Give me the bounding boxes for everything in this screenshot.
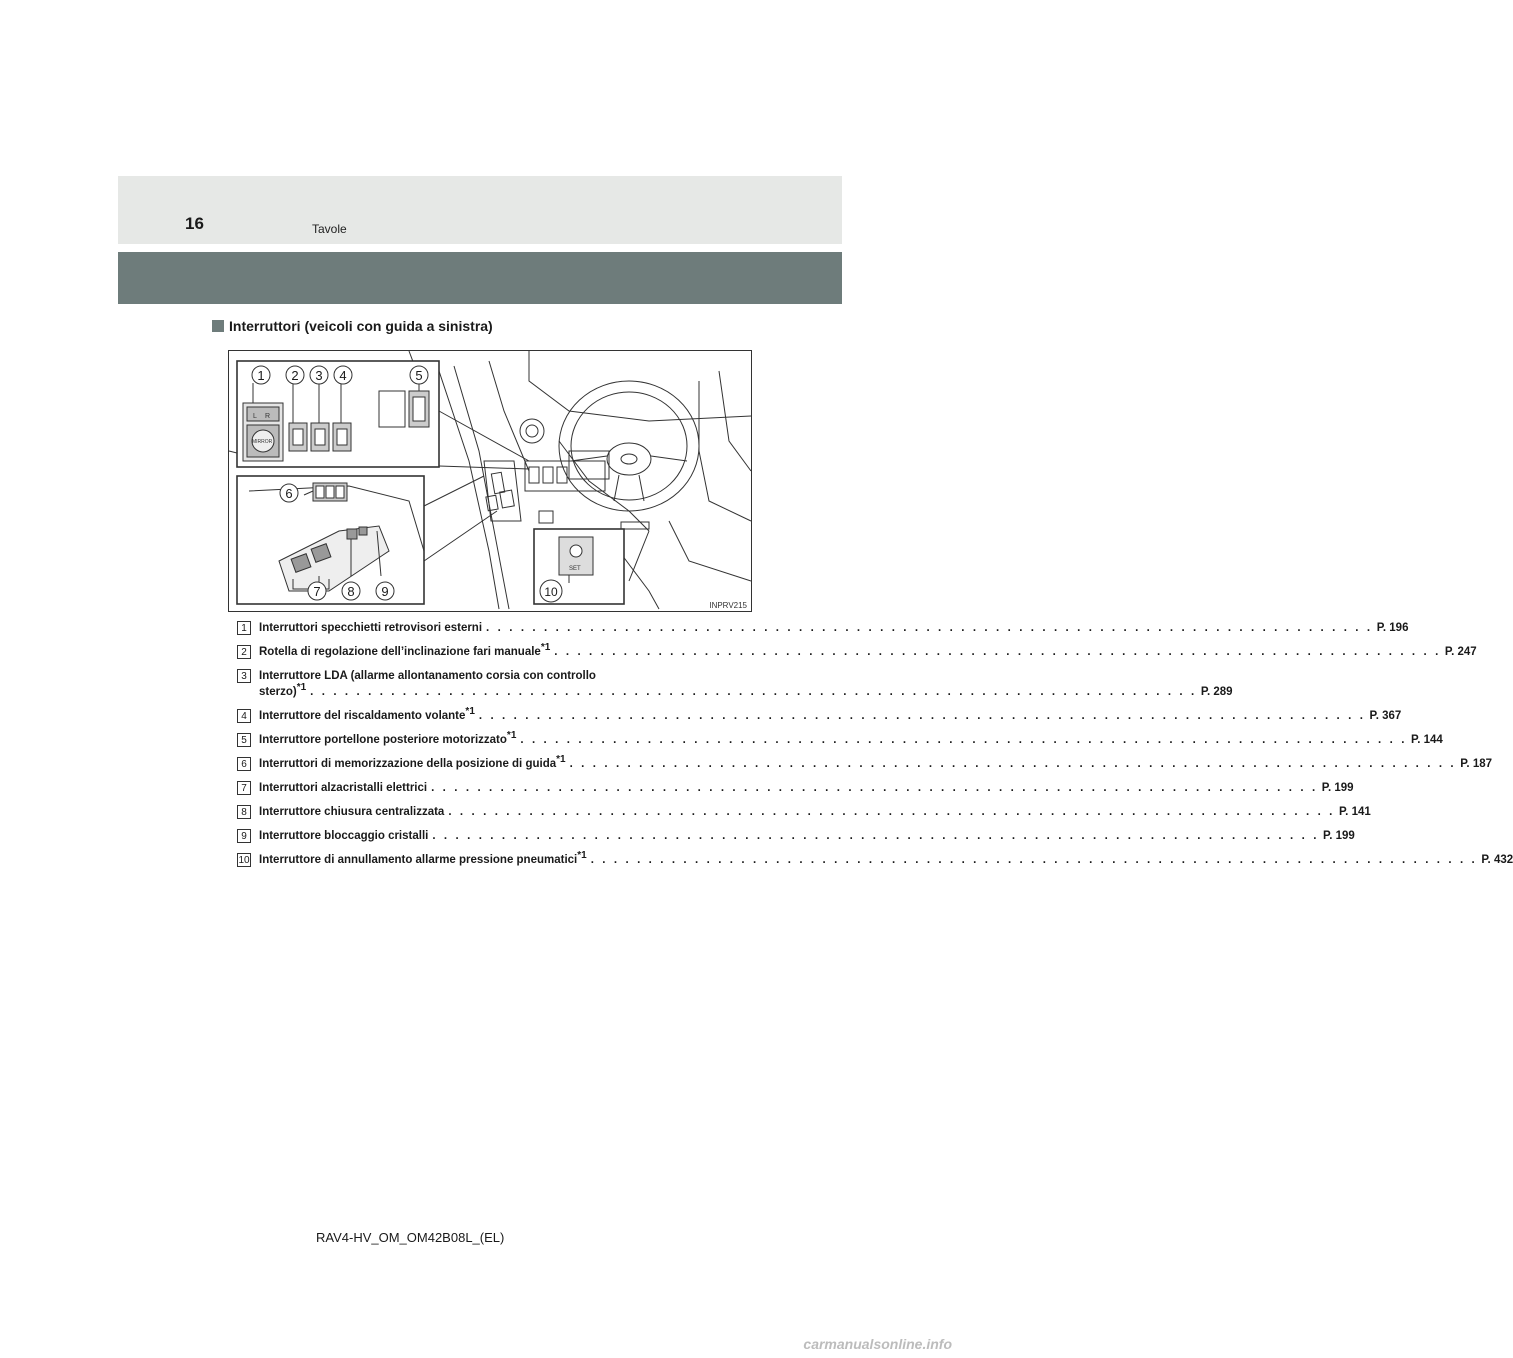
list-item — [237, 780, 1354, 796]
leader-dots — [431, 780, 1318, 796]
figure-code: INPRV215 — [709, 601, 747, 610]
list-item — [237, 642, 1477, 660]
leader-dots — [570, 756, 1457, 772]
item-label-text: Interruttore di annullamento allarme pressione pneumatici — [259, 854, 578, 866]
item-label — [259, 708, 475, 724]
watermark: carmanualsonline.info — [803, 1336, 952, 1352]
switches-illustration — [228, 350, 752, 612]
item-label-continued — [259, 684, 306, 700]
leader-dots — [432, 828, 1319, 844]
callout-6-text: 6 — [285, 486, 293, 501]
header-dark-band — [118, 252, 842, 304]
item-label — [259, 732, 516, 748]
page-reference[interactable]: P. 199 — [1321, 782, 1354, 794]
callout-4 — [334, 366, 352, 384]
item-label — [259, 852, 587, 868]
footnote-marker: *1 — [540, 642, 551, 654]
callout-10 — [540, 580, 562, 602]
header-band — [118, 176, 842, 244]
callout-9-text: 9 — [381, 584, 389, 599]
page-reference[interactable]: P. 247 — [1444, 646, 1477, 658]
item-number: 10 — [238, 855, 250, 866]
item-label: Interruttore bloccaggio cristalli — [259, 830, 429, 842]
item-number: 9 — [237, 829, 251, 843]
set-label: SET — [569, 566, 581, 572]
footnote-marker: *1 — [556, 754, 566, 766]
callout-3 — [310, 366, 328, 384]
item-number: 2 — [237, 645, 251, 659]
mirror-label: MIRROR — [252, 439, 273, 445]
page-number: 16 — [185, 214, 204, 233]
callout-3-text: 3 — [315, 368, 323, 383]
page-reference[interactable]: P. 144 — [1411, 734, 1443, 746]
item-label-text: Interruttore portellone posteriore motorizzato — [259, 734, 507, 746]
item-label-text: Rotella di regolazione dell’inclinazione fari manuale — [259, 646, 541, 658]
item-number: 4 — [237, 709, 251, 723]
section-title: Tavole — [312, 222, 347, 236]
illustration-svg — [229, 351, 751, 611]
list-item — [237, 850, 1513, 868]
document-code: RAV4-HV_OM_OM42B08L_(EL) — [316, 1230, 505, 1245]
footnote-marker: *1 — [465, 706, 475, 718]
callout-5 — [410, 366, 428, 384]
item-label: Interruttori alzacristalli elettrici — [259, 782, 428, 794]
list-item — [237, 706, 1402, 724]
item-label: Interruttore chiusura centralizzata — [259, 806, 445, 818]
list-item — [237, 668, 1233, 700]
leader-dots — [520, 732, 1407, 748]
switch-list — [237, 620, 1513, 876]
heading-text: Interruttori (veicoli con guida a sinistra) — [229, 318, 493, 334]
item-number: 3 — [237, 669, 251, 683]
list-item — [237, 730, 1443, 748]
page-reference[interactable]: P. 187 — [1460, 758, 1492, 770]
item-label: Interruttore LDA (allarme allontanamento corsia con controllo — [259, 670, 596, 682]
leader-dots — [486, 620, 1373, 636]
section-heading — [212, 318, 493, 334]
callout-7 — [308, 582, 326, 600]
page-reference[interactable]: P. 196 — [1376, 622, 1409, 634]
callout-1 — [252, 366, 270, 384]
callout-2-text: 2 — [291, 368, 299, 383]
item-label-text: sterzo) — [259, 686, 297, 698]
item-number: 1 — [237, 621, 251, 635]
leader-dots — [479, 708, 1366, 724]
leader-dots — [554, 644, 1441, 660]
callout-8 — [342, 582, 360, 600]
svg-text:R: R — [265, 413, 271, 420]
item-label-text: Interruttore del riscaldamento volante — [259, 710, 466, 722]
callout-8-text: 8 — [347, 584, 355, 599]
footnote-marker: *1 — [506, 730, 517, 742]
item-number: 5 — [237, 733, 251, 747]
page-reference[interactable]: P. 432 — [1481, 854, 1513, 866]
page-reference[interactable]: P. 289 — [1200, 686, 1233, 698]
page-reference[interactable]: P. 199 — [1323, 830, 1355, 842]
callout-10-text: 10 — [544, 585, 558, 599]
item-label: Interruttori specchietti retrovisori esterni — [259, 622, 483, 634]
item-label-text: Interruttori di memorizzazione della posizione di guida — [259, 758, 557, 770]
item-label — [259, 644, 550, 660]
heading-square-icon — [212, 320, 224, 332]
list-item — [237, 804, 1371, 820]
callout-7-text: 7 — [313, 584, 321, 599]
leader-dots — [591, 852, 1478, 868]
item-label — [259, 756, 566, 772]
footnote-marker: *1 — [577, 850, 587, 862]
list-item — [237, 754, 1492, 772]
leader-dots — [448, 804, 1335, 820]
list-item — [237, 828, 1355, 844]
leader-dots — [310, 684, 1197, 700]
footnote-marker: *1 — [296, 682, 307, 694]
callout-1-text: 1 — [257, 368, 265, 383]
item-number: 6 — [237, 757, 251, 771]
callout-9 — [376, 582, 394, 600]
callout-4-text: 4 — [339, 368, 347, 383]
item-number: 7 — [237, 781, 251, 795]
callout-6 — [280, 484, 298, 502]
svg-text:L: L — [253, 413, 257, 420]
page-reference[interactable]: P. 141 — [1338, 806, 1371, 818]
callout-5-text: 5 — [415, 368, 423, 383]
callout-2 — [286, 366, 304, 384]
list-item — [237, 620, 1409, 636]
item-number: 8 — [237, 805, 251, 819]
page-reference[interactable]: P. 367 — [1369, 710, 1402, 722]
